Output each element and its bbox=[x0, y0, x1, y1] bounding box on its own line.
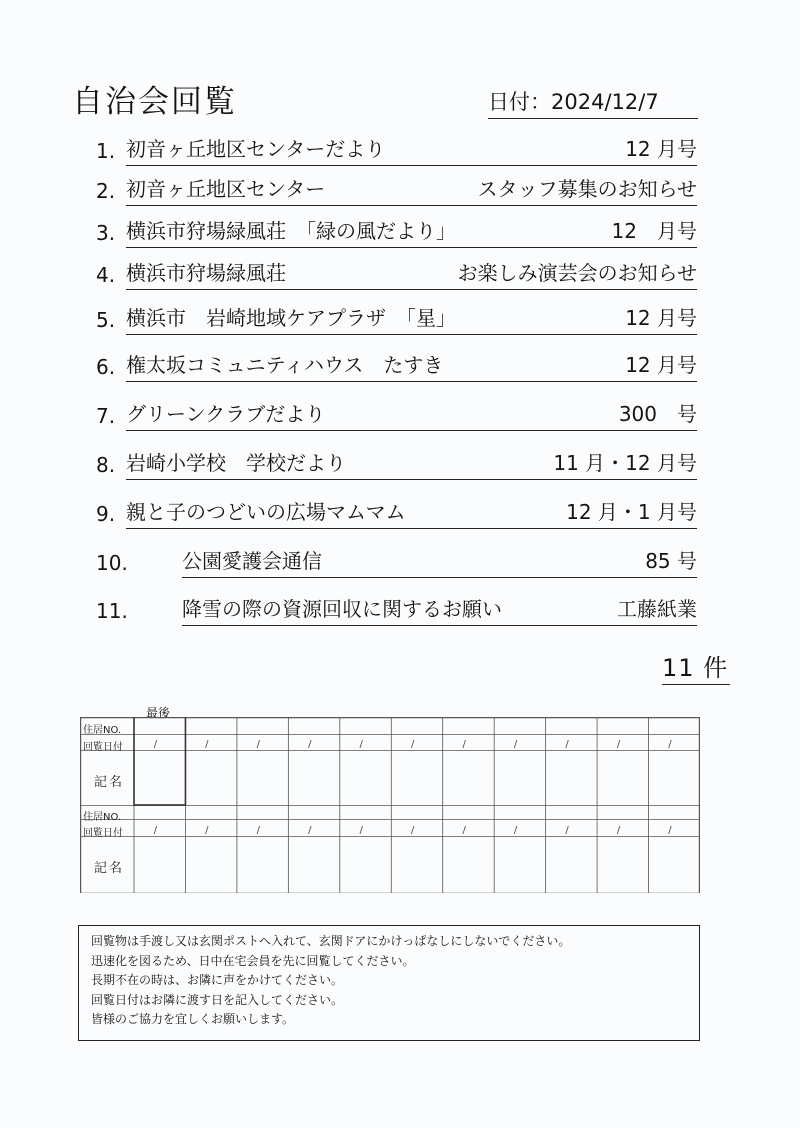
item-number: 8. bbox=[96, 453, 116, 477]
date-label: 回覧日付 bbox=[83, 742, 123, 753]
circulation-table bbox=[80, 717, 700, 893]
date-slash: / bbox=[668, 825, 672, 836]
date-slash: / bbox=[668, 739, 672, 750]
item-name: グリーンクラブだより bbox=[126, 402, 326, 426]
house-no-label: 住居NO. bbox=[83, 725, 122, 736]
table-grid bbox=[80, 717, 700, 893]
item-number: 7. bbox=[96, 404, 116, 428]
date-slash: / bbox=[359, 739, 363, 750]
date-slash: / bbox=[565, 825, 569, 836]
list-item bbox=[96, 172, 697, 206]
date-slash: / bbox=[411, 825, 415, 836]
total-count: 11 件 bbox=[662, 648, 730, 685]
item-number: 4. bbox=[96, 263, 116, 287]
item-issue: 12 月号 bbox=[625, 137, 697, 161]
item-body bbox=[126, 445, 697, 480]
item-name: 横浜市狩場緑風荘 「緑の風だより」 bbox=[126, 219, 456, 243]
item-body bbox=[126, 171, 697, 206]
list-item bbox=[96, 495, 697, 529]
date-slash: / bbox=[565, 739, 569, 750]
item-issue: 11 月・12 月号 bbox=[553, 451, 697, 475]
notice-line: 回覧日付はお隣に渡す日を記入してください。 bbox=[91, 992, 344, 1007]
list-item bbox=[96, 544, 697, 578]
date-slash: / bbox=[153, 825, 158, 836]
date-slash: / bbox=[513, 825, 518, 836]
signature-label: 記名 bbox=[94, 861, 125, 876]
notice-line: 皆様のご協力を宜しくお願いします。 bbox=[91, 1012, 295, 1026]
notice-line: 迅速化を図るため、日中在宅会員を先に回覧してください。 bbox=[91, 953, 415, 968]
date-slash: / bbox=[308, 825, 312, 836]
date-slash: / bbox=[513, 739, 518, 750]
item-body bbox=[126, 213, 697, 248]
list-item bbox=[96, 132, 697, 166]
item-body bbox=[126, 300, 697, 335]
list-item bbox=[96, 397, 697, 431]
notice-line: 回覧物は手渡し又は玄関ポストへ入れて、玄関ドアにかけっぱなしにしないでください。 bbox=[91, 934, 571, 948]
item-issue: 300 号 bbox=[618, 402, 697, 426]
item-issue: 85 号 bbox=[645, 549, 697, 573]
item-number: 3. bbox=[96, 221, 116, 245]
date-field: 日付：2024/12/7 bbox=[488, 86, 698, 119]
date-slash: / bbox=[462, 825, 466, 836]
item-issue: 12 月号 bbox=[625, 353, 697, 377]
item-issue: 工藤紙業 bbox=[617, 597, 697, 621]
item-number: 10. bbox=[96, 551, 128, 575]
item-number: 5. bbox=[96, 308, 116, 332]
item-number: 1. bbox=[96, 139, 116, 163]
notice-box bbox=[78, 925, 700, 1041]
list-item bbox=[96, 214, 697, 248]
item-name: 横浜市狩場緑風荘 bbox=[126, 261, 286, 285]
item-body bbox=[182, 591, 697, 626]
date-label: 回覧日付 bbox=[83, 828, 123, 839]
item-name: 権太坂コミュニティハウス たすき bbox=[126, 353, 444, 377]
date-slash: / bbox=[308, 739, 312, 750]
list-item bbox=[96, 256, 697, 290]
item-body bbox=[182, 543, 697, 578]
item-name: 降雪の際の資源回収に関するお願い bbox=[182, 597, 502, 621]
notice-line: 長期不在の時は、お隣に声をかけてください。 bbox=[91, 973, 344, 987]
item-name: 親と子のつどいの広場マムマム bbox=[126, 500, 406, 524]
date-slash: / bbox=[256, 739, 260, 750]
page-title: 自治会回覧 bbox=[72, 84, 237, 120]
house-no-label: 住居NO. bbox=[83, 812, 122, 823]
item-body bbox=[126, 347, 697, 382]
date-slash: / bbox=[616, 739, 621, 750]
date-slash: / bbox=[205, 825, 209, 836]
date-slash: / bbox=[256, 825, 260, 836]
item-body bbox=[126, 255, 697, 290]
item-number: 6. bbox=[96, 355, 116, 379]
item-body bbox=[126, 396, 697, 431]
item-name: 初音ヶ丘地区センター bbox=[126, 177, 326, 201]
list-item bbox=[96, 301, 697, 335]
item-issue: スタッフ募集のお知らせ bbox=[477, 177, 697, 201]
item-body bbox=[126, 131, 697, 166]
date-slash: / bbox=[462, 739, 466, 750]
item-number: 2. bbox=[96, 179, 116, 203]
item-issue: 12 月・1 月号 bbox=[566, 500, 697, 524]
item-name: 公園愛護会通信 bbox=[182, 549, 322, 573]
last-column-label: 最後 bbox=[146, 706, 171, 720]
list-item bbox=[96, 348, 697, 382]
date-slash: / bbox=[153, 739, 158, 750]
date-slash: / bbox=[359, 825, 363, 836]
item-number: 11. bbox=[96, 599, 128, 623]
item-issue: 12 月号 bbox=[625, 306, 697, 330]
item-body bbox=[126, 494, 697, 529]
list-item bbox=[96, 446, 697, 480]
item-name: 初音ヶ丘地区センターだより bbox=[126, 137, 386, 161]
item-number: 9. bbox=[96, 502, 116, 526]
date-slash: / bbox=[616, 825, 621, 836]
date-slash: / bbox=[205, 739, 209, 750]
list-item bbox=[96, 592, 697, 626]
date-slash: / bbox=[411, 739, 415, 750]
signature-label: 記名 bbox=[94, 775, 125, 790]
item-issue: 12 月号 bbox=[611, 219, 697, 243]
item-name: 岩崎小学校 学校だより bbox=[126, 451, 346, 475]
item-issue: お楽しみ演芸会のお知らせ bbox=[457, 261, 697, 285]
item-name: 横浜市 岩崎地域ケアプラザ 「星」 bbox=[126, 306, 456, 330]
